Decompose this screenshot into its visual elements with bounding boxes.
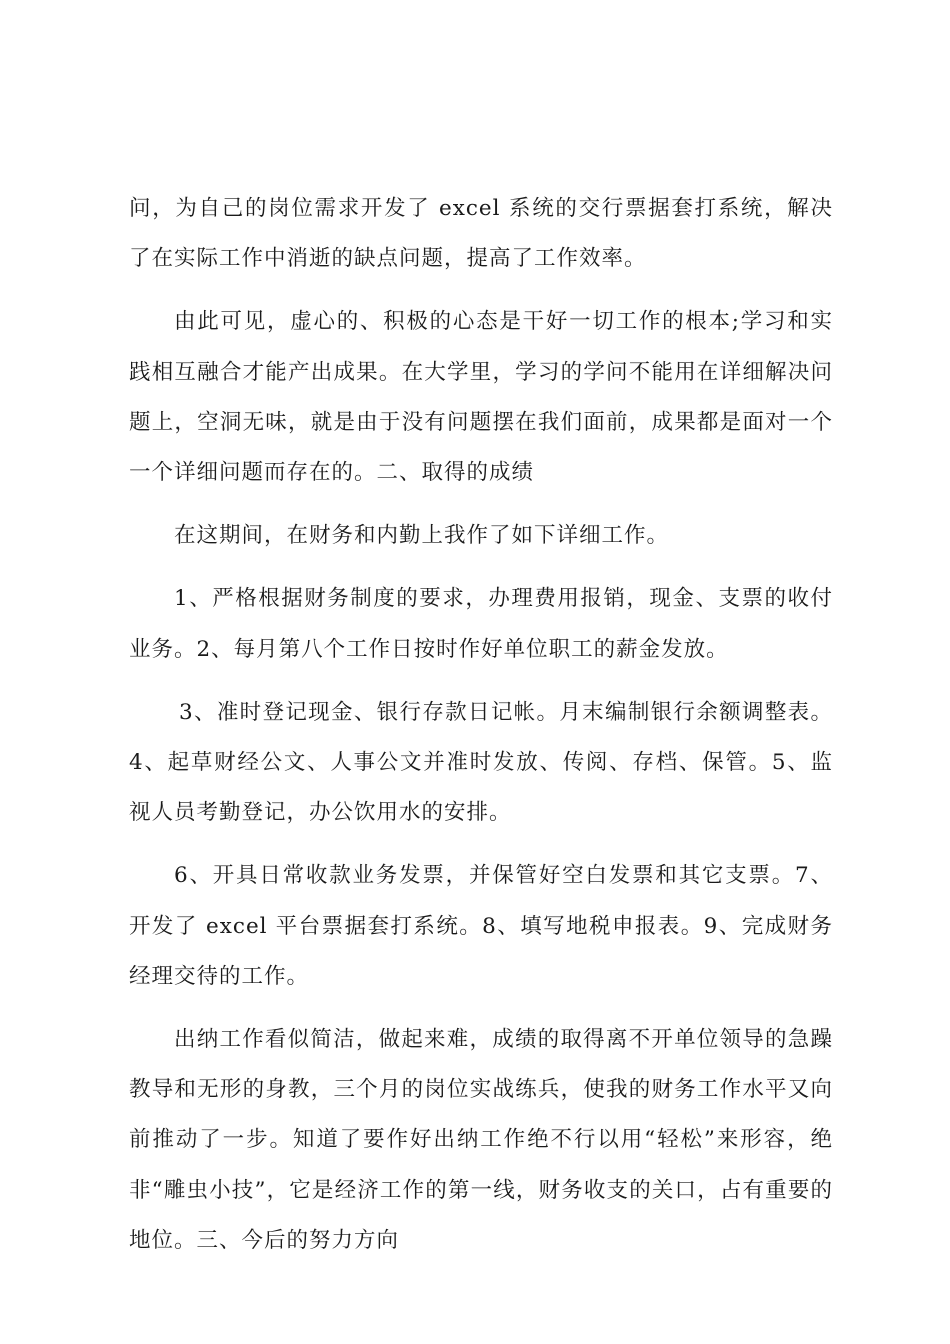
- paragraph-continuation: 问，为自己的岗位需求开发了 excel 系统的交行票据套打系统，解决了在实际工作中消逝的缺点问题，提高了工作效率。: [129, 196, 833, 272]
- paragraph-cashier-summary: 出纳工作看似简洁，做起来难，成绩的取得离不开单位领导的急躁教导和无形的身教，三个月的岗位实战练兵，使我的财务工作水平又向前推动了一步。知道了要作好出纳工作绝不行以用“轻松”来形容，绝非“雕虫小技”，它是经济工作的第一线，财务收支的关口，占有重要的地位。三、今后的努力方向: [129, 1027, 833, 1253]
- paragraph-tasks-1-2: 1、严格根据财务制度的要求，办理费用报销，现金、支票的收付业务。2、每月第八个工作日按时作好单位职工的薪金发放。: [129, 586, 833, 662]
- paragraph-tasks-6-9: 6、开具日常收款业务发票，并保管好空白发票和其它支票。7、开发了 excel 平台票据套打系统。8、填写地税申报表。9、完成财务经理交待的工作。: [129, 863, 833, 989]
- paragraph-mindset: 由此可见，虚心的、积极的心态是干好一切工作的根本;学习和实践相互融合才能产出成果。在大学里，学习的学问不能用在详细解决问题上，空洞无味，就是由于没有问题摆在我们面前，成果都是面对一个一个详细问题而存在的。二、取得的成绩: [129, 309, 833, 486]
- paragraph-tasks-3-5: 3、准时登记现金、银行存款日记帐。月末编制银行余额调整表。4、起草财经公文、人事公文并准时发放、传阅、存档、保管。5、监视人员考勤登记，办公饮用水的安排。: [129, 699, 833, 826]
- paragraph-work-intro: 在这期间，在财务和内勤上我作了如下详细工作。: [174, 523, 670, 549]
- document-body: [129, 184, 833, 1279]
